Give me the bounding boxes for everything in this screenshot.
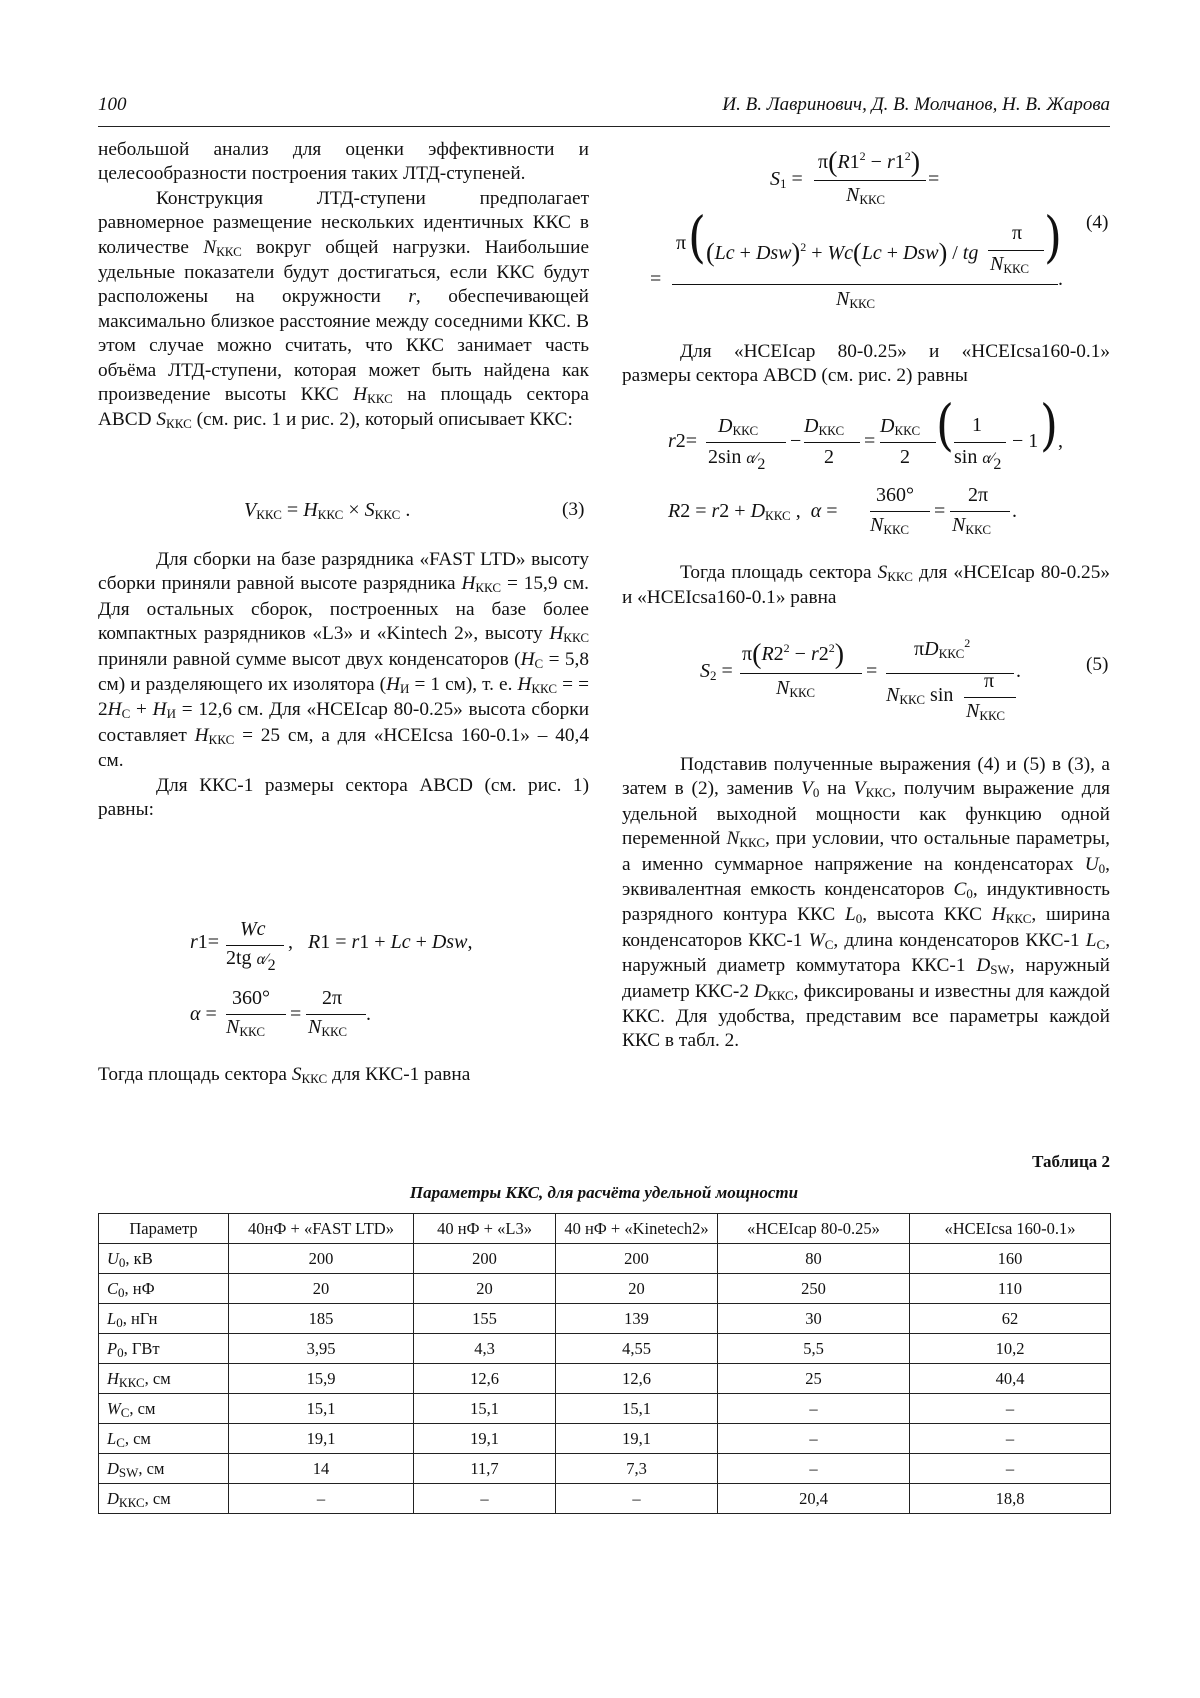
table-header-cell: Параметр — [99, 1214, 229, 1244]
equation-3-number: (3) — [562, 499, 585, 520]
running-header — [98, 92, 1110, 127]
table-cell: – — [414, 1484, 556, 1514]
table-row — [99, 1274, 1111, 1304]
parameter-name-cell: DSW, см — [99, 1454, 229, 1484]
table-cell: 15,1 — [229, 1394, 414, 1424]
right-column-bottom — [622, 753, 1110, 1054]
parameter-name-cell: L0, нГн — [99, 1304, 229, 1334]
table-caption: Параметры ККС, для расчёта удельной мощности — [409, 1183, 799, 1202]
right-column-area — [622, 561, 1110, 611]
table-cell: – — [910, 1394, 1111, 1424]
equation-5-number: (5) — [1086, 654, 1109, 675]
table-cell: 7,3 — [556, 1454, 718, 1484]
table-cell: 200 — [556, 1244, 718, 1274]
paragraph-hcei-sizes: Для «HCEIcap 80-0.25» и «HCEIcsa160-0.1» размеры сектора ABCD (см. рис. 2) равны — [622, 341, 1110, 387]
table-cell: 19,1 — [414, 1424, 556, 1454]
table-cell: – — [718, 1424, 910, 1454]
parameter-name-cell: U0, кВ — [99, 1244, 229, 1274]
table-cell: 10,2 — [910, 1334, 1111, 1364]
parameter-name-cell: HККС, см — [99, 1364, 229, 1394]
table-row — [99, 1424, 1111, 1454]
equation-3: VККС = HККС × SККС . — [244, 499, 411, 522]
table-cell: – — [910, 1454, 1111, 1484]
table-row — [99, 1364, 1111, 1394]
table-cell: – — [229, 1484, 414, 1514]
parameters-table — [98, 1213, 1111, 1514]
table-cell: 15,9 — [229, 1364, 414, 1394]
table-cell: – — [910, 1424, 1111, 1454]
table-cell: 15,1 — [414, 1394, 556, 1424]
table-cell: 4,55 — [556, 1334, 718, 1364]
table-cell: 12,6 — [556, 1364, 718, 1394]
table-cell: 160 — [910, 1244, 1111, 1274]
paragraph-sector-area-hcei: Тогда площадь сектора SККС для «HCEIcap 80-0.25» и «HCEIcsa160-0.1» равна — [622, 562, 1110, 609]
parameter-name-cell: WC, см — [99, 1394, 229, 1424]
table-cell: 200 — [414, 1244, 556, 1274]
table-cell: 4,3 — [414, 1334, 556, 1364]
table-cell: 185 — [229, 1304, 414, 1334]
table-cell: 11,7 — [414, 1454, 556, 1484]
table-cell: 250 — [718, 1274, 910, 1304]
table-cell: 20 — [414, 1274, 556, 1304]
table-header-cell: «HCEIcsa 160-0.1» — [910, 1214, 1111, 1244]
table-header-row — [99, 1214, 1111, 1244]
table-cell: 5,5 — [718, 1334, 910, 1364]
parameter-name-cell: C0, нФ — [99, 1274, 229, 1304]
table-cell: 40,4 — [910, 1364, 1111, 1394]
paragraph-intro: небольшой анализ для оценки эффективности и целесообразности построения таких ЛТД-ступеней. — [98, 139, 589, 185]
parameter-name-cell: P0, ГВт — [99, 1334, 229, 1364]
parameter-name-cell: LC, см — [99, 1424, 229, 1454]
table-cell: 3,95 — [229, 1334, 414, 1364]
left-column-middle — [98, 548, 589, 822]
table-label: Таблица 2 — [1032, 1152, 1110, 1171]
table-cell: – — [718, 1454, 910, 1484]
table-cell: 155 — [414, 1304, 556, 1334]
table-cell: 12,6 — [414, 1364, 556, 1394]
table-cell: 20 — [556, 1274, 718, 1304]
table-cell: 62 — [910, 1304, 1111, 1334]
table-header-cell: 40 нФ + «Kinetech2» — [556, 1214, 718, 1244]
left-column-top — [98, 138, 589, 434]
right-column-sizes — [622, 340, 1110, 389]
table-cell: 80 — [718, 1244, 910, 1274]
table-cell: 25 — [718, 1364, 910, 1394]
table-cell: 15,1 — [556, 1394, 718, 1424]
table-row — [99, 1454, 1111, 1484]
table-cell: 19,1 — [229, 1424, 414, 1454]
table-cell: 20,4 — [718, 1484, 910, 1514]
table-cell: – — [718, 1394, 910, 1424]
left-column-bottom — [98, 1063, 589, 1088]
table-header-cell: 40нФ + «FAST LTD» — [229, 1214, 414, 1244]
table-cell: 19,1 — [556, 1424, 718, 1454]
table-row — [99, 1244, 1111, 1274]
paragraph-construction: Конструкция ЛТД-ступени предполагает равномерное размещение нескольких идентичных ККС в количестве NККС вокруг общей нагрузки. Наибольшие удельные показатели будут достигаться, если ККС будут расположены на окружности r, обеспечивающей максимально близкое расстояние между соседними ККС. В этом случае можно считать, что ККС занимает часть объёма ЛТД-ступени, которая может быть найдена как произведение высоты ККС HККС на площадь сектора ABCD SККС (см. рис. 1 и рис. 2), который описывает ККС: — [98, 187, 590, 432]
equation-4-number: (4) — [1086, 212, 1109, 233]
table-cell: 200 — [229, 1244, 414, 1274]
paragraph-kks1-sizes: Для ККС-1 размеры сектора ABCD (см. рис. 1) равны: — [98, 774, 589, 821]
parameter-name-cell: DККС, см — [99, 1484, 229, 1514]
table-cell: – — [556, 1484, 718, 1514]
table-cell: 14 — [229, 1454, 414, 1484]
table-cell: 30 — [718, 1304, 910, 1334]
paragraph-sector-area-kks1: Тогда площадь сектора SККС для ККС-1 равна — [98, 1064, 471, 1086]
table-row — [99, 1334, 1111, 1364]
table-cell: 20 — [229, 1274, 414, 1304]
page: 100 И. В. Лавринович, Д. В. Молчанов, Н. В. Жарова небольшой анализ для оценки эффективности и целесообразности построения таких ЛТД-ступеней. Конструкция ЛТД-ступени предполагает равномерное размещение нескольких идентичных ККС в количестве NККС вокруг общей нагрузки. Наибольшие удельные показатели будут достигаться, если ККС будут расположены на окружности r, обеспечивающей максимально близкое расстояние между соседними ККС. В этом случае можно считать, что ККС занимает часть объёма ЛТД-ступени, которая может быть найдена как произведение высоты ККС HККС на площадь сектора ABCD SККС (см. рис. 1 и рис. 2), который описывает ККС: VККС = HККС × SККС . (3) Для сборки на базе разрядника «FAST LTD» высоту сборки приняли равной высоте разрядника HККС = 15,9 см. Для остальных сборок, построенных на базе более компактных разрядников «L3» и «Kintech 2», высоту HККС приняли равной сумме высот двух конденсаторов (HC = 5,8 см) и разделяющего их изолятора (HИ = 1 см), т. е. HККС = = 2HC + HИ = 12,6 см. Для «HCEIcap 80-0.25» высота сборки составляет HККС = 25 см, а для «HCEIcsa 160-0.1» – 40,4 см. Для ККС-1 размеры сектора ABCD (см. рис. 1) равны: r1= Wc 2tg α⁄2 , R1 = r1 + Lc + Dsw, α = 360° NККС = 2π NККС . Тогда площадь сектора SККС для ККС-1 равна S1 = $\pi(R1^2 - r1^2)$ NККС = = π ( (Lc + Dsw)$^2$ + Wc(Lc + Dsw) / tg π NККС ) NККС . (4) Для «HCEIcap 80-0.25» и «HCEIcsa160-0.1» размеры сектора ABCD (см. рис. 2) равны r2= DККС 2sin α⁄2 − DККС 2 = DККС 2 ( 1 sin α⁄2 − 1 ) , R2 = r2 + DККС , α = 360° NККС = 2π NККС . Тогда площадь сектора SККС для «HCEIcap 80-0.25» и «HCEIcsa160-0.1» равна S2 = $\pi(R2^2 - r2^2)$ NККС = πDККС$^2$ NККС sin π NККС . (5) Подставив полученные выражения (4) и (5) в (3), а затем в (2), заменив V0 на VККС, получим выражение для удельной выходной мощности как функцию одной переменной NККС, при условии, что остальные параметры, а именно суммарное напряжение на конденсаторах U0, эквивалентная емкость конденсаторов C0, индуктивность разрядного контура ККС L0, высота ККС HККС, ширина конденсаторов ККС-1 WC, длина конденсаторов ККС-1 LC, наружный диаметр коммутатора ККС-1 DSW, наружный диаметр ККС-2 DККС, фиксированы и известны для каждой ККС. Для удобства, представим все параметры каждой ККС в табл. 2. Таблица 2 Параметры ККС, для расчёта удельной мощности Параметр 40нФ + «FAST LTD» 40 нФ + «L3» 40 нФ + «Kinetech2» «HCEIcap 80-0.25» «HCEIcsa 160-0.1» U0, кВ 200 200 200 80 160 C0, нФ 20 20 20 250 110 L0, нГн 185 155 139 30 62 P0, ГВт 3,95 4,3 4,55 5,5 10,2 HККС, см 15,9 12,6 12,6 25 40,4 WC, см 15,1 15,1 15,1 – – LC, см 19,1 19,1 19,1 – – DSW, см 14 11,7 7,3 – – DККС, см – – – 20,4 18,8 — [0, 0, 1200, 1698]
table-cell: 110 — [910, 1274, 1111, 1304]
table-row — [99, 1484, 1111, 1514]
table-cell: 139 — [556, 1304, 718, 1334]
table-row — [99, 1394, 1111, 1424]
running-authors: И. В. Лавринович, Д. В. Молчанов, Н. В. Жарова — [722, 94, 1110, 115]
paragraph-substitution: Подставив полученные выражения (4) и (5) в (3), а затем в (2), заменив V0 на VККС, получим выражение для удельной выходной мощности как функцию одной переменной NККС, при условии, что остальные параметры, а именно суммарное напряжение на конденсаторах U0, эквивалентная емкость конденсаторов C0, индуктивность разрядного контура ККС L0, высота ККС HККС, ширина конденсаторов ККС-1 WC, длина конденсаторов ККС-1 LC, наружный диаметр коммутатора ККС-1 DSW, наружный диаметр ККС-2 DККС, фиксированы и известны для каждой ККС. Для удобства, представим все параметры каждой ККС в табл. 2. — [622, 754, 1111, 1052]
paragraph-assembly-height: Для сборки на базе разрядника «FAST LTD» высоту сборки приняли равной высоте разрядника HККС = 15,9 см. Для остальных сборок, построенных на базе более компактных разрядников «L3» и «Kintech 2», высоту HККС приняли равной сумме высот двух конденсаторов (HC = 5,8 см) и разделяющего их изолятора (HИ = 1 см), т. е. HККС = = 2HC + HИ = 12,6 см. Для «HCEIcap 80-0.25» высота сборки составляет HККС = 25 см, а для «HCEIcsa 160-0.1» – 40,4 см. — [98, 549, 590, 772]
table-header-cell: 40 нФ + «L3» — [414, 1214, 556, 1244]
table-cell: 18,8 — [910, 1484, 1111, 1514]
table-header-cell: «HCEIcap 80-0.25» — [718, 1214, 910, 1244]
table-body — [99, 1244, 1111, 1514]
table-row — [99, 1304, 1111, 1334]
page-number: 100 — [98, 94, 127, 115]
